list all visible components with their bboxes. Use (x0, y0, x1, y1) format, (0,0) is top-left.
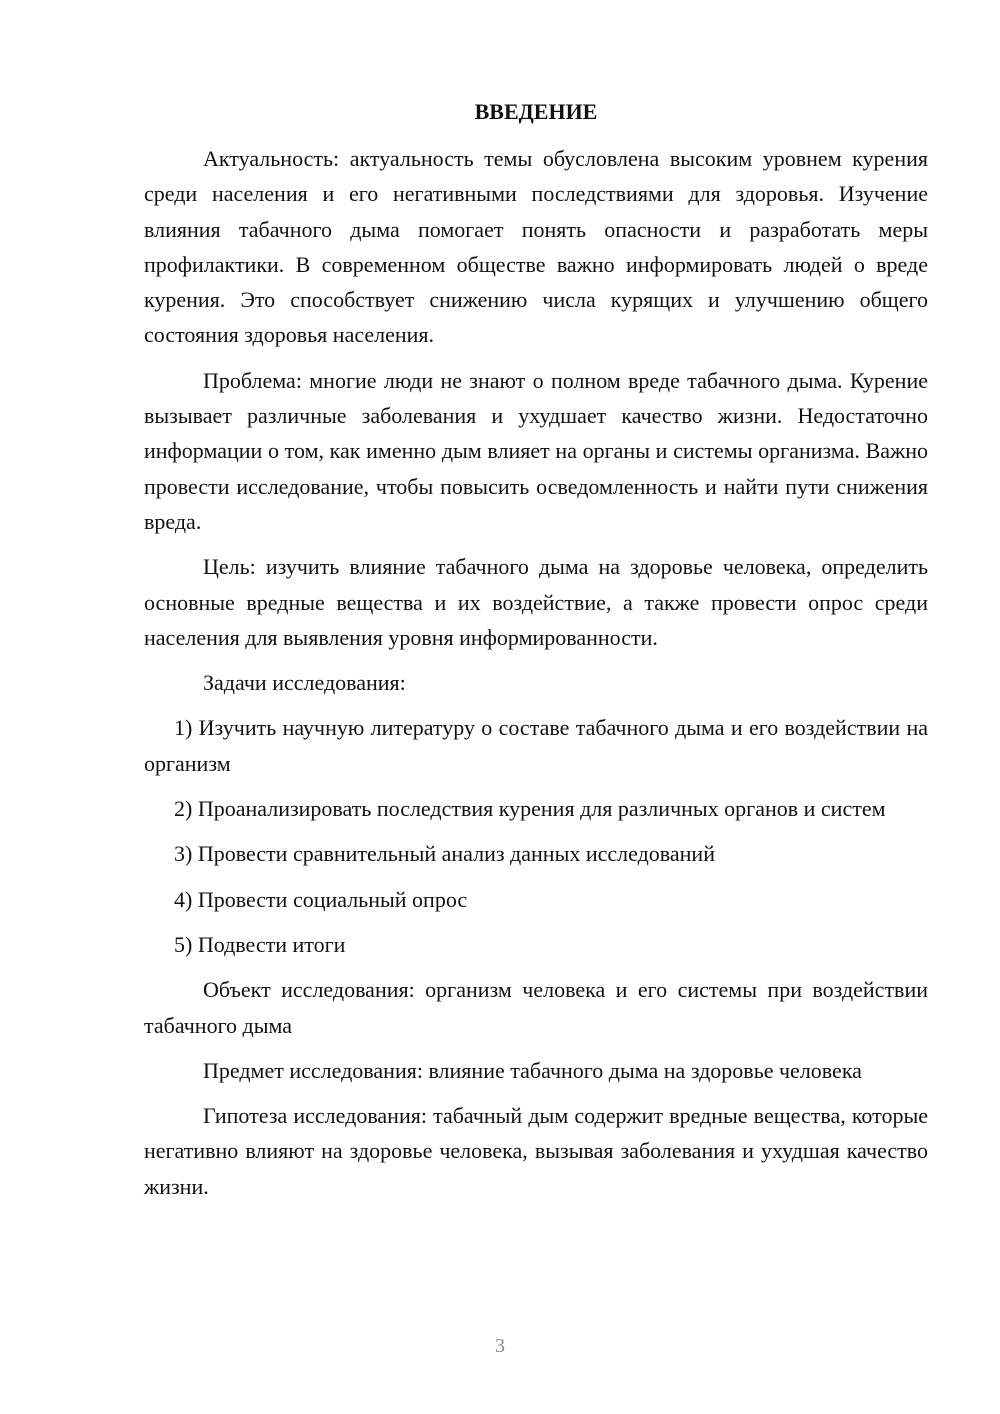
object-paragraph: Объект исследования: организм человека и его системы при воздействии табачного дыма (144, 977, 928, 1038)
tasks-list (144, 710, 928, 962)
section-heading: ВВЕДЕНИЕ (474, 99, 598, 124)
document-body (144, 94, 928, 1214)
list-item: 5) Подвести итоги (174, 931, 346, 957)
hypothesis-paragraph: Гипотеза исследования: табачный дым содержит вредные вещества, которые негативно влияют на здоровье человека, вызывая заболевания и ухудшая качество жизни. (144, 1103, 928, 1199)
problem-paragraph: Проблема: многие люди не знают о полном вреде табачного дыма. Курение вызывает различные заболевания и ухудшает качество жизни. Недостаточно информации о том, как именно дым влияет на органы и системы организма. Важно провести исследование, чтобы повысить осведомленность и найти пути снижения вреда. (144, 367, 928, 534)
relevance-paragraph: Актуальность: актуальность темы обусловлена высоким уровнем курения среди населения и его негативными последствиями для здоровья. Изучение влияния табачного дыма помогает понять опасности и разработать меры профилактики. В современном обществе важно информировать людей о вреде курения. Это способствует снижению числа курящих и улучшению общего состояния здоровья населения. (144, 146, 928, 348)
list-item: 4) Провести социальный опрос (174, 886, 468, 912)
tasks-title: Задачи исследования: (203, 670, 406, 696)
list-item: 2) Проанализировать последствия курения для различных органов и систем (174, 796, 886, 822)
subject-paragraph: Предмет исследования: влияние табачного дыма на здоровье человека (203, 1057, 862, 1083)
goal-paragraph: Цель: изучить влияние табачного дыма на здоровье человека, определить основные вредные вещества и их воздействие, а также провести опрос среди населения для выявления уровня информированности. (144, 554, 928, 650)
list-item: 1) Изучить научную литературу о составе табачного дыма и его воздействии на организм (144, 715, 928, 776)
page-number: 3 (495, 1335, 505, 1357)
list-item: 3) Провести сравнительный анализ данных исследований (174, 841, 715, 867)
